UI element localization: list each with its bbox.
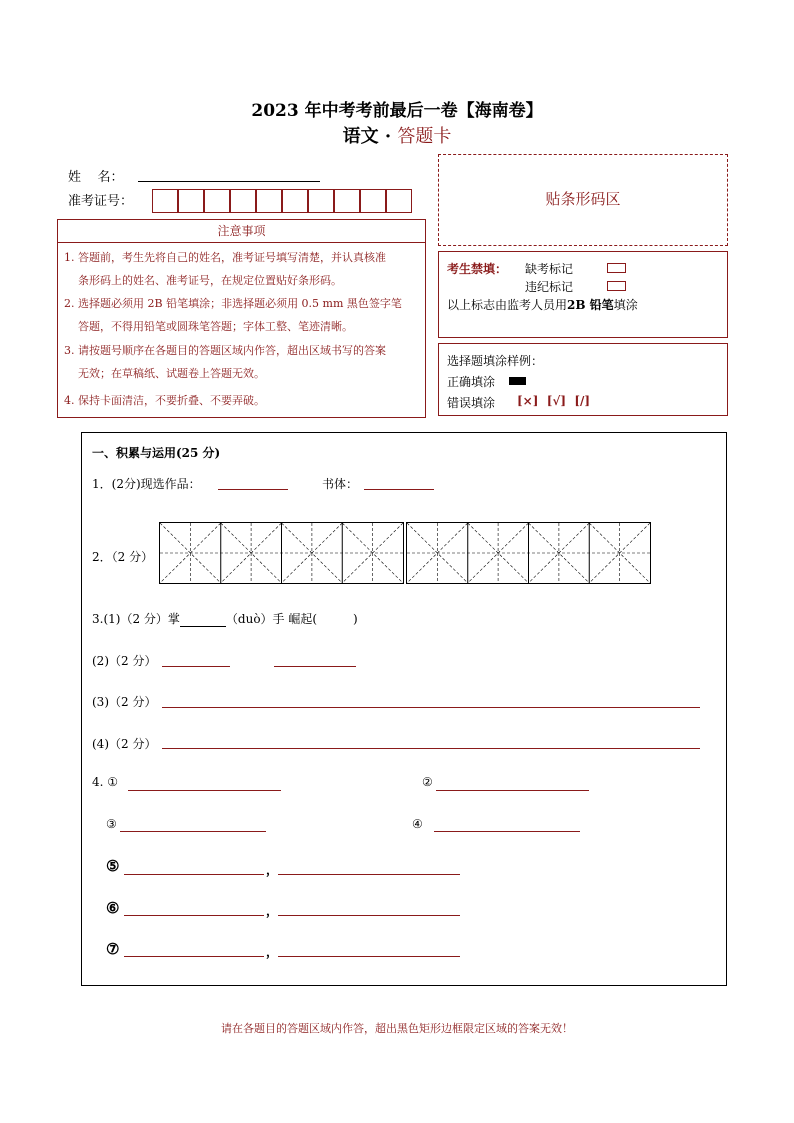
q3-3-field[interactable]: [162, 706, 700, 708]
q1-work-field[interactable]: [218, 488, 288, 490]
writing-grid-right[interactable]: [406, 522, 651, 584]
q4-6-comma: ，: [266, 904, 279, 918]
section-heading: 一、积累与运用(25 分): [92, 446, 221, 460]
exam-id-label: 准考证号：: [68, 194, 134, 209]
q3-3-label: (3)（2 分）: [92, 695, 157, 709]
q3-4-field[interactable]: [162, 747, 700, 749]
q4-7-label: ⑦: [106, 940, 120, 958]
notice-line: 答题，不得用铅笔或圆珠笔答题；字体工整、笔迹清晰。: [78, 320, 353, 333]
q4-2-label: ②: [422, 775, 433, 789]
absent-label: 缺考标记: [525, 262, 574, 276]
notice-line: 2. 选择题必须用 2B 铅笔填涂；非选择题必须用 0.5 mm 黑色签字笔: [64, 297, 402, 310]
q4-3-field[interactable]: [120, 830, 266, 832]
forbidden-note-prefix: 以上标志由监考人员用: [447, 298, 568, 312]
writing-grid-left[interactable]: [159, 522, 404, 584]
correct-fill-sample: [509, 377, 526, 385]
q4-7-comma: ，: [266, 945, 279, 959]
q3-2-field-a[interactable]: [162, 665, 230, 667]
correct-fill-label: 正确填涂: [447, 375, 496, 389]
q4-1-field[interactable]: [128, 789, 281, 791]
violation-mark[interactable]: [607, 281, 626, 291]
notice-box: [57, 242, 426, 418]
fill-example-label: 选择题填涂样例：: [447, 354, 544, 368]
q2-label: 2．（2 分）: [92, 550, 154, 564]
fill-example-box: [438, 343, 728, 416]
q4-7-field-b[interactable]: [278, 955, 460, 957]
q4-6-field-a[interactable]: [124, 914, 264, 916]
violation-label: 违纪标记: [525, 280, 574, 294]
absent-mark[interactable]: [607, 263, 626, 273]
q3-2-label: (2)（2 分）: [92, 654, 157, 668]
notice-heading: 注意事项: [57, 219, 426, 243]
exam-title: 2023 年中考考前最后一卷【海南卷】: [251, 101, 543, 121]
q3-1-label: [92, 610, 358, 627]
q1-font-field[interactable]: [364, 488, 434, 490]
name-field[interactable]: [138, 180, 320, 182]
forbidden-box: [438, 251, 728, 338]
q4-5-field-a[interactable]: [124, 873, 264, 875]
q3-1-prefix: 3.(1)（2 分）掌: [92, 612, 180, 626]
q4-5-field-b[interactable]: [278, 873, 460, 875]
forbidden-note-suffix: 填涂: [613, 298, 638, 312]
q4-6-field-b[interactable]: [278, 914, 460, 916]
q4-4-field[interactable]: [434, 830, 580, 832]
q4-5-comma: ，: [266, 863, 279, 877]
wrong-fill-label: 错误填涂: [447, 396, 496, 410]
barcode-area: 贴条形码区: [438, 154, 728, 246]
q1-label: 1．(2分)现选作品：: [92, 477, 201, 491]
answer-card-label: 答题卡: [397, 126, 452, 147]
q3-1-middle: （duò）手 崛起(: [225, 612, 318, 626]
notice-line: 3. 请按题号顺序在各题目的答题区域内作答，超出区域书写的答案: [64, 344, 386, 357]
wrong-fill-samples: [×] [√] [/]: [517, 394, 591, 408]
q3-4-label: (4)（2 分）: [92, 737, 157, 751]
q3-1-paren-blank[interactable]: [317, 612, 353, 626]
q4-5-label: ⑤: [106, 857, 120, 875]
notice-line: 无效；在草稿纸、试题卷上答题无效。: [78, 367, 265, 380]
q3-1-blank[interactable]: [180, 612, 226, 627]
q4-7-field-a[interactable]: [124, 955, 264, 957]
forbidden-note-bold: 2B 铅笔: [567, 298, 614, 312]
subject-label: 语文: [342, 126, 379, 147]
footer-warning: 请在各题目的答题区域内作答，超出黑色矩形边框限定区域的答案无效！: [221, 1022, 573, 1035]
q1-font-label: 书体：: [322, 477, 359, 491]
forbidden-note: [447, 296, 638, 313]
forbidden-label: 考生禁填：: [447, 262, 508, 276]
q4-2-field[interactable]: [436, 789, 589, 791]
notice-line: 1. 答题前，考生先将自己的姓名，准考证号填写清楚，并认真核准: [64, 251, 386, 264]
answer-area: [81, 432, 727, 986]
writing-grid-right-svg: [407, 523, 650, 583]
q3-2-field-b[interactable]: [274, 665, 356, 667]
notice-line: 条形码上的姓名、准考证号，在规定位置贴好条形码。: [78, 274, 342, 287]
q4-4-label: ④: [412, 817, 423, 831]
q4-label: 4. ①: [92, 775, 119, 789]
name-label: 姓 名：: [68, 170, 124, 185]
q4-6-label: ⑥: [106, 899, 120, 917]
writing-grid-left-svg: [160, 523, 403, 583]
q3-1-close: ): [353, 612, 358, 626]
q4-3-label: ③: [106, 817, 117, 831]
notice-line: 4. 保持卡面清洁，不要折叠、不要弄破。: [64, 394, 265, 407]
exam-subtitle: [0, 122, 794, 148]
subtitle-dot: ·: [384, 126, 392, 147]
